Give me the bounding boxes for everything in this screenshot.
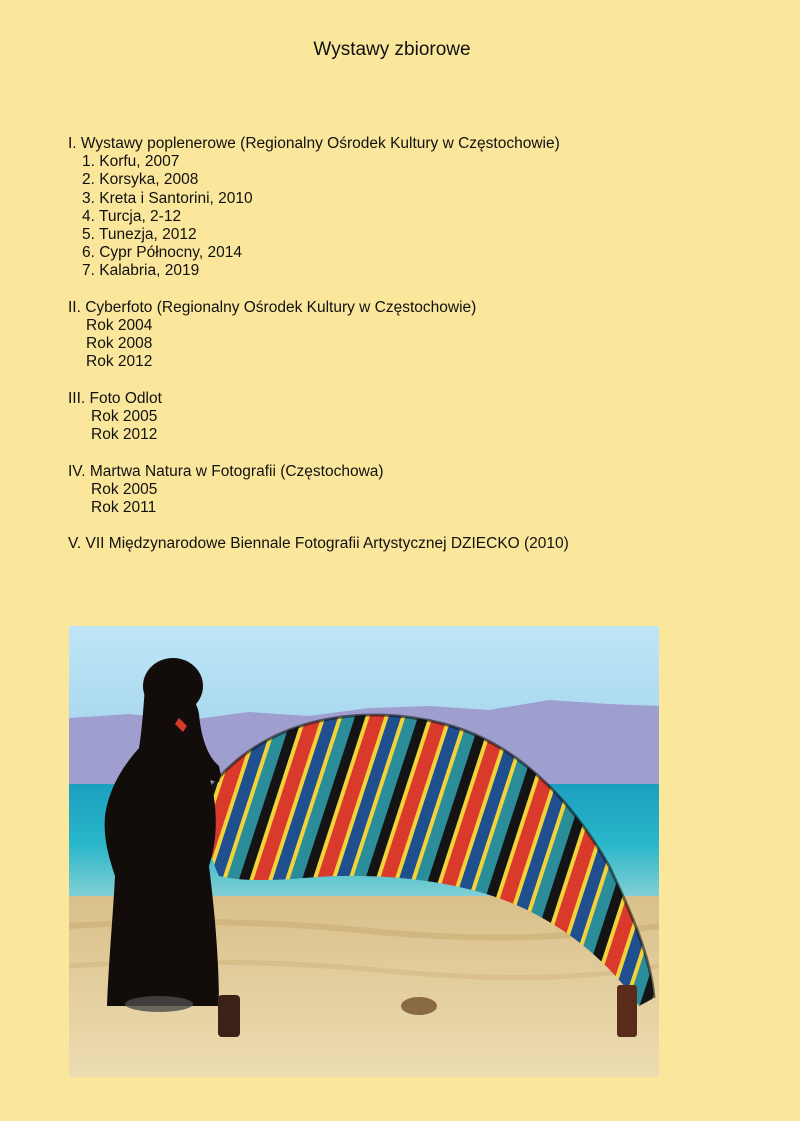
section-heading: III. Foto Odlot (68, 389, 162, 407)
beach-photo (69, 626, 659, 1077)
section-cyberfoto (68, 299, 768, 372)
section-heading: IV. Martwa Natura w Fotografii (Częstochowa) (68, 462, 384, 480)
list-item: 7. Kalabria, 2019 (82, 262, 200, 280)
list-item: Rok 2005 (91, 480, 158, 498)
list-item: Rok 2005 (91, 408, 158, 426)
list-item: Rok 2012 (91, 426, 158, 444)
list-item: 6. Cypr Północny, 2014 (82, 244, 242, 262)
exhibition-list (68, 135, 768, 572)
section-heading: I. Wystawy poplenerowe (Regionalny Ośrodek Kultury w Częstochowie) (68, 135, 560, 152)
list-item: 1. Korfu, 2007 (82, 153, 180, 171)
beach-photo-illustration (69, 626, 659, 1077)
list-item: Rok 2011 (91, 499, 157, 517)
list-item: Rok 2008 (86, 335, 153, 353)
list-item: 3. Kreta i Santorini, 2010 (82, 189, 253, 207)
section-biennale (68, 535, 768, 553)
section-heading: V. VII Międzynarodowe Biennale Fotografii Artystycznej DZIECKO (2010) (68, 535, 569, 553)
list-item: Rok 2012 (86, 353, 153, 371)
section-heading: II. Cyberfoto (Regionalny Ośrodek Kultury w Częstochowie) (68, 298, 477, 316)
list-item: 4. Turcja, 2-12 (82, 207, 182, 225)
section-plenary-exhibitions (68, 135, 768, 281)
wooden-post (617, 985, 637, 1037)
list-item: 5. Tunezja, 2012 (82, 226, 197, 244)
list-item: 2. Korsyka, 2008 (82, 171, 199, 189)
list-item: Rok 2004 (86, 317, 153, 335)
page-title: Wystawy zbiorowe (313, 39, 471, 60)
section-foto-odlot (68, 390, 768, 445)
section-still-life (68, 463, 768, 518)
sandals (125, 996, 193, 1012)
rock (401, 997, 437, 1015)
